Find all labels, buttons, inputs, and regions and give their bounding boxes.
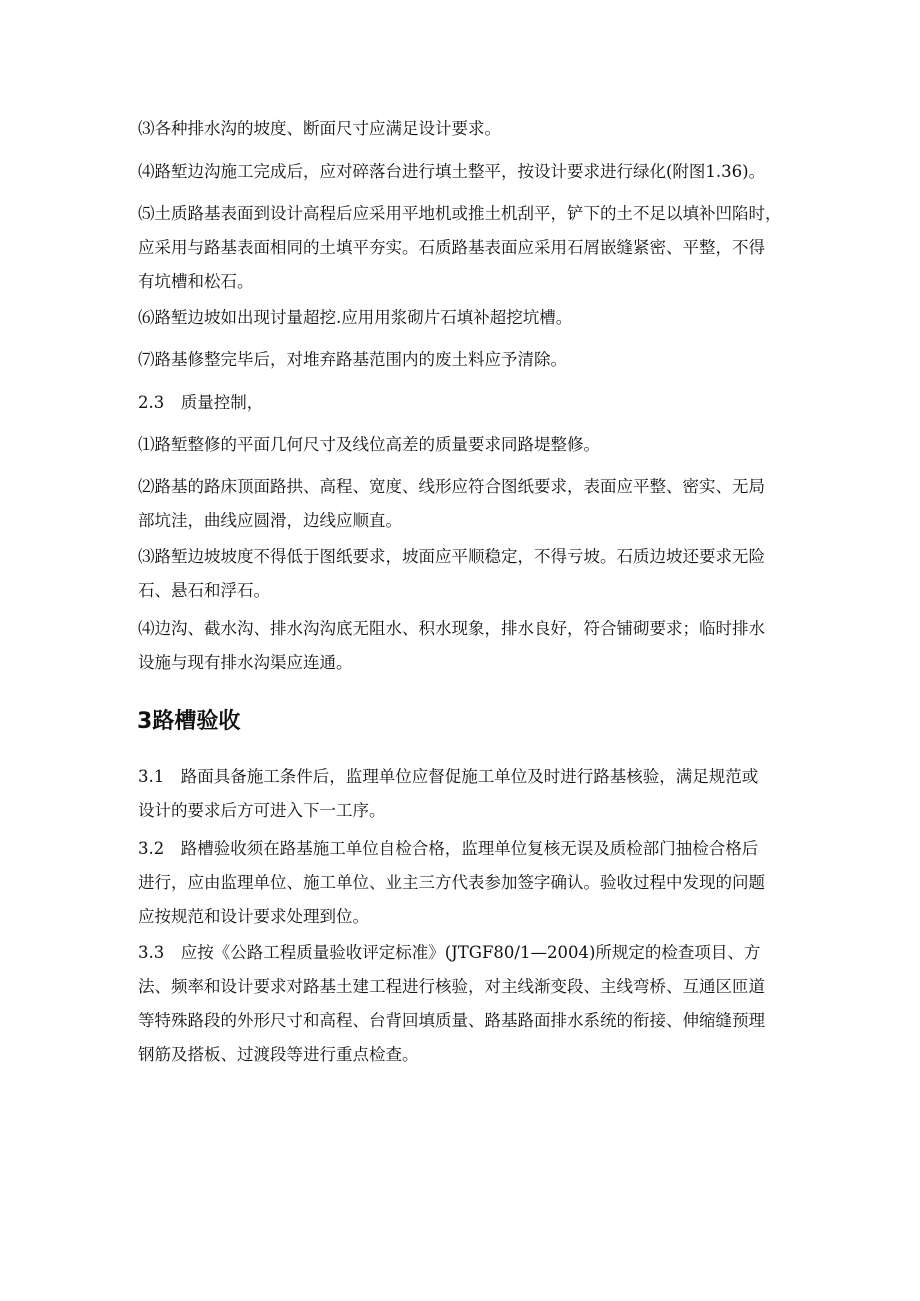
- text-line: 部坑洼，曲线应圆滑，边线应顺直。: [138, 511, 402, 530]
- paragraph-3-3: [138, 936, 788, 1072]
- paragraph-quality-control-title: [138, 386, 788, 420]
- text-line: ⑶路堑边坡坡度不得低于图纸要求，坡面应平顺稳定，不得亏坡。石质边坡还要求无险: [138, 547, 765, 566]
- paragraph-geometry-requirement: [138, 428, 788, 462]
- paragraph-drainage-slope: [138, 112, 788, 146]
- text-line: 进行，应由监理单位、施工单位、业主三方代表参加签字确认。验收过程中发现的问题: [138, 873, 765, 892]
- text-line: 2.3 质量控制，: [138, 393, 264, 412]
- text-line: 等特殊路段的外形尺寸和高程、台背回填质量、路基路面排水系统的衔接、伸缩缝预理: [138, 1011, 765, 1030]
- section-heading: [137, 702, 240, 742]
- text-line: 设计的要求后方可进入下一工序。: [138, 801, 386, 820]
- paragraph-3-2: [138, 832, 788, 934]
- text-line: 有坑槽和松石。: [138, 272, 254, 291]
- paragraph-slope-requirement: [138, 540, 788, 608]
- text-line: 3.3 应按《公路工程质量验收评定标准》(JTGF80/1—2004)所规定的检查项目、方: [138, 943, 761, 962]
- text-line: 钢筋及搭板、过渡段等进行重点检查。: [138, 1045, 419, 1064]
- text-line: ⑴路堑整修的平面几何尺寸及线位高差的质量要求同路堤整修。: [138, 435, 600, 454]
- text-line: ⑸土质路基表面到设计高程后应采用平地机或推土机刮平，铲下的土不足以填补凹陷时，: [138, 204, 782, 223]
- text-line: 3.2 路槽验收须在路基施工单位自检合格，监理单位复核无误及质检部门抽检合格后: [138, 839, 759, 858]
- text-line: ⑷路堑边沟施工完成后，应对碎落台进行填土整平，按设计要求进行绿化(附图1.36)。: [138, 162, 766, 181]
- text-line: 法、频率和设计要求对路基土建工程进行核验，对主线渐变段、主线弯桥、互通区匝道: [138, 977, 765, 996]
- text-line: ⑵路基的路床顶面路拱、高程、宽度、线形应符合图纸要求，表面应平整、密实、无局: [138, 477, 765, 496]
- paragraph-roadbed-requirement: [138, 470, 788, 538]
- paragraph-ditch-greening: [138, 155, 788, 189]
- text-line: ⑹路堑边坡如出现讨量超挖.应用用浆砌片石填补超挖坑槽。: [138, 308, 573, 327]
- text-line: 石、悬石和浮石。: [138, 581, 270, 600]
- text-line: ⑷边沟、截水沟、排水沟沟底无阻水、积水现象，排水良好，符合铺砌要求；临时排水: [138, 619, 765, 638]
- paragraph-overexcavation: [138, 301, 788, 335]
- paragraph-subgrade-surface: [138, 197, 788, 299]
- text-line: ⑶各种排水沟的坡度、断面尺寸应满足设计要求。: [138, 119, 501, 138]
- text-line: 应采用与路基表面相同的土填平夯实。石质路基表面应采用石屑嵌缝紧密、平整，不得: [138, 238, 765, 257]
- section-title: 路槽验收: [152, 709, 241, 734]
- paragraph-3-1: [138, 760, 788, 828]
- text-line: 应按规范和设计要求处理到位。: [138, 907, 369, 926]
- paragraph-waste-removal: [138, 343, 788, 377]
- paragraph-ditch-requirement: [138, 612, 788, 680]
- section-number: 3: [137, 709, 153, 734]
- text-line: 设施与现有排水沟渠应连通。: [138, 653, 353, 672]
- text-line: 3.1 路面具备施工条件后，监理单位应督促施工单位及时进行路基核验，满足规范或: [138, 767, 759, 786]
- text-line: ⑺路基修整完毕后，对堆弃路基范围内的废土料应予清除。: [138, 350, 567, 369]
